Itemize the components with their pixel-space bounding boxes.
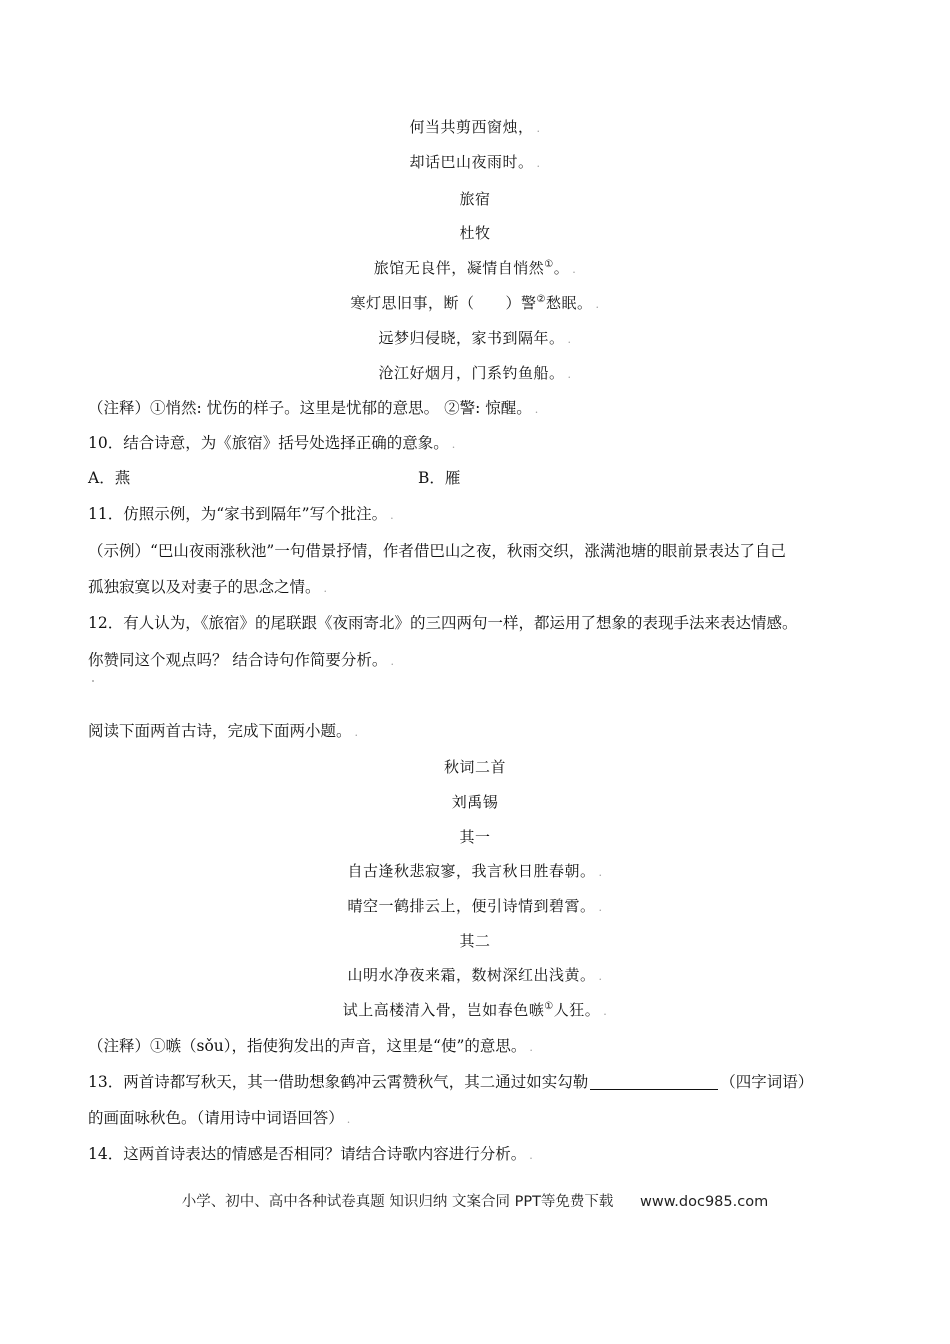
page-footer [0, 1190, 950, 1211]
footnote-marker: ① [544, 259, 554, 270]
poem-title: 秋词二首 [443, 758, 506, 776]
question-11: 11．仿照示例，为“家书到隔年”写个批注。 . [88, 505, 394, 523]
footer-url[interactable]: www.doc985.com [640, 1194, 769, 1210]
poem-author: 刘禹锡 [451, 793, 499, 811]
poem-line: 何当共剪西窗烛， . [409, 118, 541, 136]
poem-line: 晴空一鹤排云上，便引诗情到碧霄。 . [347, 897, 603, 915]
question-12-cont: 你赞同这个观点吗？ 结合诗句作简要分析。 . [88, 651, 394, 669]
poem-line: 却话巴山夜雨时。 . [409, 153, 541, 171]
section-intro: 阅读下面两首古诗，完成下面两小题。 . [88, 722, 359, 740]
poem-line: 自古逢秋悲寂寥，我言秋日胜春朝。 . [347, 862, 603, 880]
option-b: B．雁 [418, 469, 461, 487]
poem-title: 旅宿 [459, 190, 491, 208]
poem-subtitle: 其二 [459, 932, 491, 950]
example-text: （示例）“巴山夜雨涨秋池”一句借景抒情，作者借巴山之夜，秋雨交织，涨满池塘的眼前景表达了自己 [88, 542, 786, 560]
question-14: 14．这两首诗表达的情感是否相同？请结合诗歌内容进行分析。 . [88, 1145, 533, 1163]
question-12: 12．有人认为，《旅宿》的尾联跟《夜雨寄北》的三四两句一样，都运用了想象的表现手法来表达情感。 [88, 614, 798, 632]
poem-author: 杜牧 [459, 224, 491, 242]
poem-line: 寒灯思旧事，断（ ）警②愁眠。 . [350, 294, 600, 312]
poem-line: 远梦归侵晓，家书到隔年。 . [378, 329, 572, 347]
example-text: 孤独寂寞以及对妻子的思念之情。 . [88, 578, 328, 596]
poem-line: 试上高楼清入骨，岂如春色嗾①人狂。 . [342, 1001, 608, 1019]
question-10: 10．结合诗意，为《旅宿》括号处选择正确的意象。 . [88, 434, 456, 452]
annotation-note: （注释）①悄然: 忧伤的样子。这里是忧郁的意思。 ②警: 惊醒。 . [88, 399, 539, 417]
answer-blank[interactable] [590, 1073, 718, 1090]
option-a: A．燕 [88, 469, 131, 487]
footnote-marker: ① [544, 1001, 554, 1012]
poem-line: 山明水净夜来霜，数树深红出浅黄。 . [347, 966, 603, 984]
poem-line: 旅馆无良伴，凝情自悄然①。 . [373, 259, 577, 277]
footer-text: 小学、初中、高中各种试卷真题 知识归纳 文案合同 PPT等免费下载 [181, 1194, 614, 1210]
footnote-marker: ② [536, 294, 546, 305]
question-13: 13．两首诗都写秋天，其一借助想象鹤冲云霄赞秋气，其二通过如实勾勒 （四字词语） [88, 1073, 814, 1091]
paragraph-mark [92, 680, 94, 682]
poem-line: 沧江好烟月，门系钓鱼船。 . [378, 364, 572, 382]
question-13-cont: 的画面咏秋色。（请用诗中词语回答） . [88, 1109, 351, 1127]
annotation-note: （注释）①嗾（sǒu），指使狗发出的声音，这里是“使”的意思。 . [88, 1037, 533, 1055]
poem-subtitle: 其一 [459, 828, 491, 846]
